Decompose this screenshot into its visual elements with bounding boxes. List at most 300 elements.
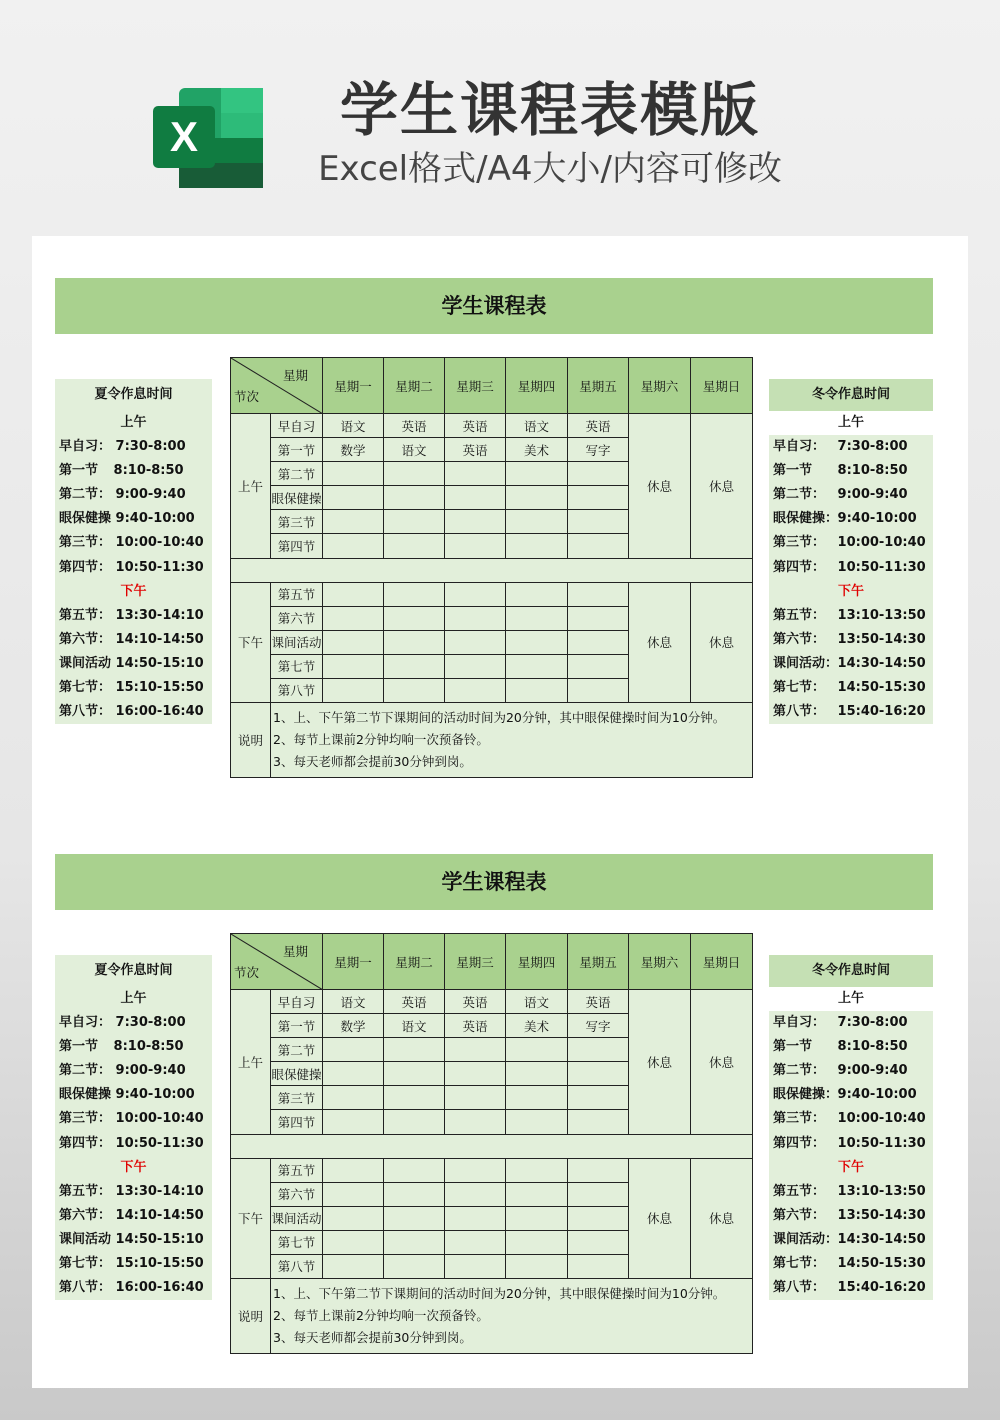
schedule-row bbox=[55, 700, 212, 724]
schedule-row-label: 第七节： bbox=[59, 1256, 112, 1272]
schedule-row bbox=[55, 1132, 212, 1156]
notes-text bbox=[271, 1279, 753, 1354]
schedule-row-time: 15:10-15:50 bbox=[115, 1256, 204, 1272]
class-cell[interactable] bbox=[445, 1086, 506, 1110]
summer-am-rows bbox=[55, 435, 212, 580]
schedule-row-time: 14:30-14:50 bbox=[837, 655, 926, 671]
schedule-row-time: 9:00-9:40 bbox=[115, 487, 186, 503]
class-cell[interactable]: 英语 bbox=[445, 990, 506, 1014]
schedule-row-time: 13:10-13:50 bbox=[837, 607, 926, 623]
winter-schedule bbox=[769, 955, 933, 1300]
winter-body bbox=[769, 1011, 933, 1300]
class-cell[interactable] bbox=[568, 1038, 629, 1062]
schedule-row-label: 第三节： bbox=[59, 1111, 112, 1127]
schedule-row-time: 9:00-9:40 bbox=[837, 1063, 908, 1079]
diagonal-line bbox=[231, 358, 323, 414]
class-cell[interactable] bbox=[384, 1254, 445, 1278]
schedule-row-time: 13:50-14:30 bbox=[837, 1207, 926, 1223]
note-line: 3、每天老师都会提前30分钟到岗。 bbox=[273, 1330, 472, 1346]
class-cell[interactable] bbox=[323, 1230, 384, 1254]
period-label: 眼保健操 bbox=[271, 486, 323, 510]
winter-pm-label: 下午 bbox=[837, 1159, 864, 1175]
summer-pm-label: 下午 bbox=[120, 583, 147, 599]
period-label: 眼保健操 bbox=[271, 1062, 323, 1086]
schedule-row-label: 第六节： bbox=[59, 1207, 112, 1223]
schedule-row-time: 14:50-15:10 bbox=[115, 1231, 204, 1247]
schedule-row-time: 9:00-9:40 bbox=[837, 487, 908, 503]
class-cell[interactable]: 英语 bbox=[384, 990, 445, 1014]
day-header: 星期三 bbox=[445, 358, 506, 414]
class-cell[interactable]: 语文 bbox=[506, 990, 568, 1014]
schedule-row-label: 第四节： bbox=[773, 559, 826, 575]
class-cell[interactable]: 语文 bbox=[384, 438, 445, 462]
day-header: 星期日 bbox=[691, 358, 753, 414]
note-line: 2、每节上课前2分钟均响一次预备铃。 bbox=[273, 1308, 489, 1324]
class-cell[interactable] bbox=[445, 1206, 506, 1230]
schedule-row-time: 13:10-13:50 bbox=[837, 1183, 926, 1199]
summer-pm-label: 下午 bbox=[120, 1159, 147, 1175]
class-cell[interactable] bbox=[506, 1086, 568, 1110]
schedule-row-time: 7:30-8:00 bbox=[115, 1015, 186, 1031]
day-header: 星期二 bbox=[384, 934, 445, 990]
page-subtitle: Excel格式/A4大小/内容可修改 bbox=[318, 149, 782, 189]
day-header: 星期一 bbox=[323, 358, 384, 414]
period-label: 第三节 bbox=[271, 510, 323, 534]
schedule-row-time: 14:50-15:30 bbox=[837, 680, 926, 696]
period-label: 第二节 bbox=[271, 462, 323, 486]
class-cell[interactable] bbox=[323, 1158, 384, 1182]
period-label: 第五节 bbox=[271, 1158, 323, 1182]
day-header: 星期三 bbox=[445, 934, 506, 990]
class-cell[interactable] bbox=[568, 534, 629, 558]
class-cell[interactable]: 英语 bbox=[568, 990, 629, 1014]
schedule-row-label: 第一节 bbox=[773, 1039, 813, 1055]
winter-pm-rows bbox=[769, 604, 933, 724]
class-cell[interactable] bbox=[445, 630, 506, 654]
class-cell[interactable] bbox=[384, 606, 445, 630]
class-cell[interactable] bbox=[506, 1230, 568, 1254]
class-cell[interactable] bbox=[568, 1110, 629, 1134]
schedule-row bbox=[55, 531, 212, 555]
class-cell[interactable] bbox=[445, 486, 506, 510]
table-row bbox=[231, 1158, 753, 1182]
class-cell[interactable] bbox=[568, 654, 629, 678]
class-cell[interactable] bbox=[506, 582, 568, 606]
winter-title: 冬令作息时间 bbox=[769, 955, 933, 987]
header-row bbox=[231, 934, 753, 990]
schedule-row-time: 14:30-14:50 bbox=[837, 1231, 926, 1247]
class-cell[interactable] bbox=[384, 1206, 445, 1230]
header-row bbox=[231, 358, 753, 414]
class-cell[interactable] bbox=[323, 1038, 384, 1062]
class-cell[interactable] bbox=[445, 510, 506, 534]
summer-pm-rows bbox=[55, 1180, 212, 1300]
schedule-row-time: 8:10-8:50 bbox=[837, 1039, 908, 1055]
schedule-row-label: 第八节： bbox=[773, 1280, 826, 1296]
schedule-row-time: 13:30-14:10 bbox=[115, 1183, 204, 1199]
class-cell[interactable]: 英语 bbox=[568, 414, 629, 438]
schedule-row-label: 第一节 bbox=[59, 1039, 99, 1055]
summer-schedule bbox=[55, 955, 212, 1300]
class-cell[interactable] bbox=[568, 606, 629, 630]
schedule-row-label: 眼保健操 bbox=[59, 511, 112, 527]
class-cell[interactable] bbox=[568, 462, 629, 486]
class-cell[interactable] bbox=[323, 534, 384, 558]
sunday-rest: 休息 bbox=[691, 582, 753, 702]
class-cell[interactable] bbox=[323, 1086, 384, 1110]
period-label: 第七节 bbox=[271, 1230, 323, 1254]
class-cell[interactable] bbox=[323, 630, 384, 654]
class-cell[interactable] bbox=[384, 1062, 445, 1086]
class-cell[interactable] bbox=[445, 1158, 506, 1182]
class-cell[interactable] bbox=[323, 606, 384, 630]
schedule-row-label: 第六节： bbox=[773, 1207, 826, 1223]
class-cell[interactable] bbox=[323, 582, 384, 606]
schedule-row bbox=[769, 459, 933, 483]
class-cell[interactable] bbox=[506, 534, 568, 558]
class-cell[interactable] bbox=[568, 630, 629, 654]
class-cell[interactable]: 语文 bbox=[384, 1014, 445, 1038]
class-cell[interactable] bbox=[384, 1086, 445, 1110]
timetable-body bbox=[231, 358, 753, 778]
class-cell[interactable] bbox=[506, 486, 568, 510]
schedule-row-time: 9:40-10:00 bbox=[837, 1087, 917, 1103]
class-cell[interactable] bbox=[506, 630, 568, 654]
class-cell[interactable] bbox=[568, 1086, 629, 1110]
schedule-row bbox=[769, 1059, 933, 1083]
excel-icon bbox=[153, 88, 263, 188]
class-cell[interactable] bbox=[506, 1110, 568, 1134]
period-label: 课间活动 bbox=[271, 1206, 323, 1230]
schedule-row-time: 9:40-10:00 bbox=[115, 1087, 195, 1103]
class-cell[interactable] bbox=[384, 678, 445, 702]
period-label: 第四节 bbox=[271, 1110, 323, 1134]
summer-title: 夏令作息时间 bbox=[55, 379, 212, 411]
schedule-row-time: 14:50-15:10 bbox=[115, 655, 204, 671]
class-cell[interactable] bbox=[445, 1062, 506, 1086]
schedule-row-label: 第二节： bbox=[773, 1063, 826, 1079]
schedule-row bbox=[769, 1228, 933, 1252]
schedule-row-label: 课间活动 bbox=[59, 1231, 112, 1247]
schedule-row-label: 眼保健操： bbox=[773, 1087, 839, 1103]
timetable bbox=[230, 357, 753, 778]
schedule-banner: 学生课程表 bbox=[55, 854, 933, 910]
corner-weekday-label: 星期 bbox=[282, 944, 308, 959]
schedule-row bbox=[769, 507, 933, 531]
class-cell[interactable]: 英语 bbox=[445, 438, 506, 462]
class-cell[interactable] bbox=[445, 654, 506, 678]
class-cell[interactable]: 语文 bbox=[323, 414, 384, 438]
summer-am-label: 上午 bbox=[120, 415, 147, 430]
worksheet bbox=[32, 236, 968, 1388]
period-label: 第五节 bbox=[271, 582, 323, 606]
schedule-row-label: 第一节 bbox=[59, 463, 99, 479]
period-label: 第二节 bbox=[271, 1038, 323, 1062]
schedule-row bbox=[55, 1252, 212, 1276]
class-cell[interactable] bbox=[323, 510, 384, 534]
class-cell[interactable] bbox=[506, 1062, 568, 1086]
class-cell[interactable] bbox=[568, 678, 629, 702]
class-cell[interactable] bbox=[384, 1158, 445, 1182]
sunday-rest: 休息 bbox=[691, 1158, 753, 1278]
schedule-row-time: 9:00-9:40 bbox=[115, 1063, 186, 1079]
schedule-row-time: 7:30-8:00 bbox=[837, 1015, 908, 1031]
table-row bbox=[231, 990, 753, 1014]
schedule-row bbox=[55, 628, 212, 652]
schedule-row bbox=[55, 1011, 212, 1035]
class-cell[interactable] bbox=[506, 510, 568, 534]
class-cell[interactable] bbox=[568, 1254, 629, 1278]
schedule-row-label: 课间活动： bbox=[773, 655, 839, 671]
schedule-row-label: 第七节： bbox=[773, 1256, 826, 1272]
schedule-row-time: 8:10-8:50 bbox=[113, 1039, 184, 1055]
schedule-row-time: 10:00-10:40 bbox=[115, 1111, 204, 1127]
schedule-row-label: 眼保健操 bbox=[59, 1087, 112, 1103]
class-cell[interactable] bbox=[568, 1206, 629, 1230]
summer-am-rows bbox=[55, 1011, 212, 1156]
corner-period-label: 节次 bbox=[234, 389, 260, 404]
schedule-row-time: 8:10-8:50 bbox=[113, 463, 184, 479]
schedule-row bbox=[55, 435, 212, 459]
schedule-row bbox=[55, 1083, 212, 1107]
class-cell[interactable]: 数学 bbox=[323, 438, 384, 462]
class-cell[interactable] bbox=[384, 510, 445, 534]
schedule-row bbox=[769, 1276, 933, 1300]
class-cell[interactable] bbox=[384, 654, 445, 678]
schedule-row bbox=[55, 1035, 212, 1059]
schedule-row-label: 第三节： bbox=[773, 1111, 826, 1127]
schedule-row bbox=[55, 652, 212, 676]
class-cell[interactable] bbox=[323, 678, 384, 702]
period-label: 第八节 bbox=[271, 1254, 323, 1278]
class-cell[interactable] bbox=[506, 462, 568, 486]
notes-label: 说明 bbox=[231, 1279, 271, 1354]
class-cell[interactable] bbox=[384, 1182, 445, 1206]
schedule-row-label: 第四节： bbox=[59, 1135, 112, 1151]
class-cell[interactable]: 写字 bbox=[568, 1014, 629, 1038]
page-header bbox=[0, 0, 1000, 236]
schedule-row-label: 第二节： bbox=[59, 487, 112, 503]
summer-pm-rows bbox=[55, 604, 212, 724]
noon-break bbox=[231, 1134, 753, 1158]
winter-am-label: 上午 bbox=[769, 411, 933, 435]
notes-label: 说明 bbox=[231, 703, 271, 778]
winter-am-label: 上午 bbox=[769, 987, 933, 1011]
class-cell[interactable] bbox=[445, 534, 506, 558]
notes-row bbox=[231, 1279, 753, 1354]
note-line: 2、每节上课前2分钟均响一次预备铃。 bbox=[273, 732, 489, 748]
corner-weekday-label: 星期 bbox=[282, 368, 308, 383]
schedule-row bbox=[769, 1180, 933, 1204]
winter-pm-rows bbox=[769, 1180, 933, 1300]
class-cell[interactable]: 写字 bbox=[568, 438, 629, 462]
schedule-row bbox=[769, 1204, 933, 1228]
schedule-row bbox=[769, 1083, 933, 1107]
class-cell[interactable] bbox=[445, 606, 506, 630]
schedule-row-time: 15:40-16:20 bbox=[837, 1280, 926, 1296]
class-cell[interactable]: 美术 bbox=[506, 1014, 568, 1038]
schedule-row-label: 课间活动： bbox=[773, 1231, 839, 1247]
excel-icon-letter: X bbox=[169, 113, 199, 160]
schedule-row-label: 第五节： bbox=[773, 607, 826, 623]
class-cell[interactable] bbox=[568, 1062, 629, 1086]
schedule-row bbox=[769, 676, 933, 700]
morning-label: 上午 bbox=[231, 414, 271, 559]
schedule-row-time: 10:00-10:40 bbox=[115, 535, 204, 551]
schedule-row-time: 7:30-8:00 bbox=[115, 439, 186, 455]
period-label: 课间活动 bbox=[271, 630, 323, 654]
schedule-row-label: 第六节： bbox=[773, 631, 826, 647]
diagonal-line bbox=[231, 934, 323, 990]
schedule-row-label: 早自习： bbox=[773, 1015, 826, 1031]
class-cell[interactable] bbox=[384, 582, 445, 606]
timetable-body bbox=[231, 934, 753, 1354]
class-cell[interactable] bbox=[506, 1158, 568, 1182]
schedule-row bbox=[769, 556, 933, 580]
class-cell[interactable] bbox=[384, 630, 445, 654]
class-cell[interactable] bbox=[445, 678, 506, 702]
period-label: 第六节 bbox=[271, 606, 323, 630]
schedule-row bbox=[55, 1059, 212, 1083]
corner-period-label: 节次 bbox=[234, 965, 260, 980]
notes-text bbox=[271, 703, 753, 778]
break-row bbox=[231, 1134, 753, 1158]
schedule-row bbox=[55, 556, 212, 580]
class-cell[interactable] bbox=[323, 462, 384, 486]
class-cell[interactable]: 语文 bbox=[323, 990, 384, 1014]
corner-cell bbox=[231, 358, 323, 414]
schedule-row bbox=[769, 1107, 933, 1131]
schedule-row-label: 第三节： bbox=[773, 535, 826, 551]
schedule-row-label: 第八节： bbox=[773, 704, 826, 720]
class-cell[interactable] bbox=[445, 1230, 506, 1254]
noon-break bbox=[231, 558, 753, 582]
class-cell[interactable] bbox=[506, 1206, 568, 1230]
schedule-row-time: 10:50-11:30 bbox=[837, 1135, 926, 1151]
schedule-row-label: 第二节： bbox=[773, 487, 826, 503]
day-header: 星期日 bbox=[691, 934, 753, 990]
class-cell[interactable] bbox=[323, 1254, 384, 1278]
schedule-row bbox=[769, 1252, 933, 1276]
class-cell[interactable] bbox=[506, 1182, 568, 1206]
class-cell[interactable] bbox=[568, 582, 629, 606]
class-cell[interactable] bbox=[568, 1230, 629, 1254]
class-cell[interactable] bbox=[384, 1230, 445, 1254]
class-cell[interactable] bbox=[568, 1182, 629, 1206]
table-row bbox=[231, 414, 753, 438]
class-cell[interactable]: 英语 bbox=[384, 414, 445, 438]
class-cell[interactable]: 数学 bbox=[323, 1014, 384, 1038]
schedule-row-label: 第一节 bbox=[773, 463, 813, 479]
saturday-rest: 休息 bbox=[629, 414, 691, 559]
day-header: 星期五 bbox=[568, 934, 629, 990]
class-cell[interactable] bbox=[506, 606, 568, 630]
class-cell[interactable] bbox=[568, 510, 629, 534]
saturday-rest: 休息 bbox=[629, 582, 691, 702]
schedule-banner: 学生课程表 bbox=[55, 278, 933, 334]
page-title: 学生课程表模版 bbox=[339, 76, 760, 144]
morning-label: 上午 bbox=[231, 990, 271, 1135]
schedule-row-label: 第五节： bbox=[59, 1183, 112, 1199]
class-cell[interactable]: 英语 bbox=[445, 414, 506, 438]
class-cell[interactable] bbox=[384, 462, 445, 486]
schedule-row bbox=[769, 700, 933, 724]
class-cell[interactable] bbox=[384, 1038, 445, 1062]
class-cell[interactable]: 美术 bbox=[506, 438, 568, 462]
class-cell[interactable] bbox=[445, 1182, 506, 1206]
period-label: 第三节 bbox=[271, 1086, 323, 1110]
winter-am-rows bbox=[769, 1011, 933, 1156]
class-cell[interactable] bbox=[506, 654, 568, 678]
period-label: 早自习 bbox=[271, 990, 323, 1014]
summer-title: 夏令作息时间 bbox=[55, 955, 212, 987]
winter-schedule bbox=[769, 379, 933, 724]
schedule-row-label: 眼保健操： bbox=[773, 511, 839, 527]
period-label: 第一节 bbox=[271, 1014, 323, 1038]
class-cell[interactable]: 语文 bbox=[506, 414, 568, 438]
period-label: 第八节 bbox=[271, 678, 323, 702]
schedule-row-label: 早自习： bbox=[59, 1015, 112, 1031]
winter-am-rows bbox=[769, 435, 933, 580]
class-cell[interactable] bbox=[506, 678, 568, 702]
schedule-row-label: 课间活动 bbox=[59, 655, 112, 671]
class-cell[interactable] bbox=[445, 1038, 506, 1062]
class-cell[interactable] bbox=[323, 1110, 384, 1134]
day-header: 星期一 bbox=[323, 934, 384, 990]
schedule-row-time: 16:00-16:40 bbox=[115, 1280, 204, 1296]
schedule-row-time: 14:50-15:30 bbox=[837, 1256, 926, 1272]
summer-am-label: 上午 bbox=[120, 991, 147, 1006]
class-cell[interactable] bbox=[445, 462, 506, 486]
class-cell[interactable] bbox=[323, 1182, 384, 1206]
schedule-row-label: 早自习： bbox=[773, 439, 826, 455]
class-cell[interactable] bbox=[323, 486, 384, 510]
schedule-row-time: 14:10-14:50 bbox=[115, 1207, 204, 1223]
period-label: 第一节 bbox=[271, 438, 323, 462]
day-header: 星期六 bbox=[629, 358, 691, 414]
schedule-row bbox=[769, 652, 933, 676]
class-cell[interactable] bbox=[568, 1158, 629, 1182]
class-cell[interactable] bbox=[445, 1110, 506, 1134]
class-cell[interactable]: 英语 bbox=[445, 1014, 506, 1038]
schedule-row bbox=[769, 604, 933, 628]
class-cell[interactable] bbox=[568, 486, 629, 510]
class-cell[interactable] bbox=[445, 1254, 506, 1278]
class-cell[interactable] bbox=[506, 1038, 568, 1062]
schedule-row-label: 第四节： bbox=[773, 1135, 826, 1151]
schedule-row-time: 7:30-8:00 bbox=[837, 439, 908, 455]
schedule-row-time: 10:50-11:30 bbox=[115, 559, 204, 575]
class-cell[interactable] bbox=[384, 486, 445, 510]
class-cell[interactable] bbox=[506, 1254, 568, 1278]
schedule-row-label: 第五节： bbox=[59, 607, 112, 623]
class-cell[interactable] bbox=[323, 1062, 384, 1086]
schedule-row-time: 10:00-10:40 bbox=[837, 535, 926, 551]
class-cell[interactable] bbox=[323, 1206, 384, 1230]
class-cell[interactable] bbox=[384, 534, 445, 558]
schedule-row-label: 早自习： bbox=[59, 439, 112, 455]
class-cell[interactable] bbox=[445, 582, 506, 606]
day-header: 星期二 bbox=[384, 358, 445, 414]
class-cell[interactable] bbox=[323, 654, 384, 678]
schedule-row-label: 第六节： bbox=[59, 631, 112, 647]
note-line: 1、上、下午第二节下课期间的活动时间为20分钟，其中眼保健操时间为10分钟。 bbox=[273, 710, 726, 726]
summer-schedule bbox=[55, 379, 212, 724]
class-cell[interactable] bbox=[384, 1110, 445, 1134]
schedule-block-1 bbox=[32, 236, 968, 770]
schedule-row-time: 9:40-10:00 bbox=[837, 511, 917, 527]
schedule-row-label: 第三节： bbox=[59, 535, 112, 551]
